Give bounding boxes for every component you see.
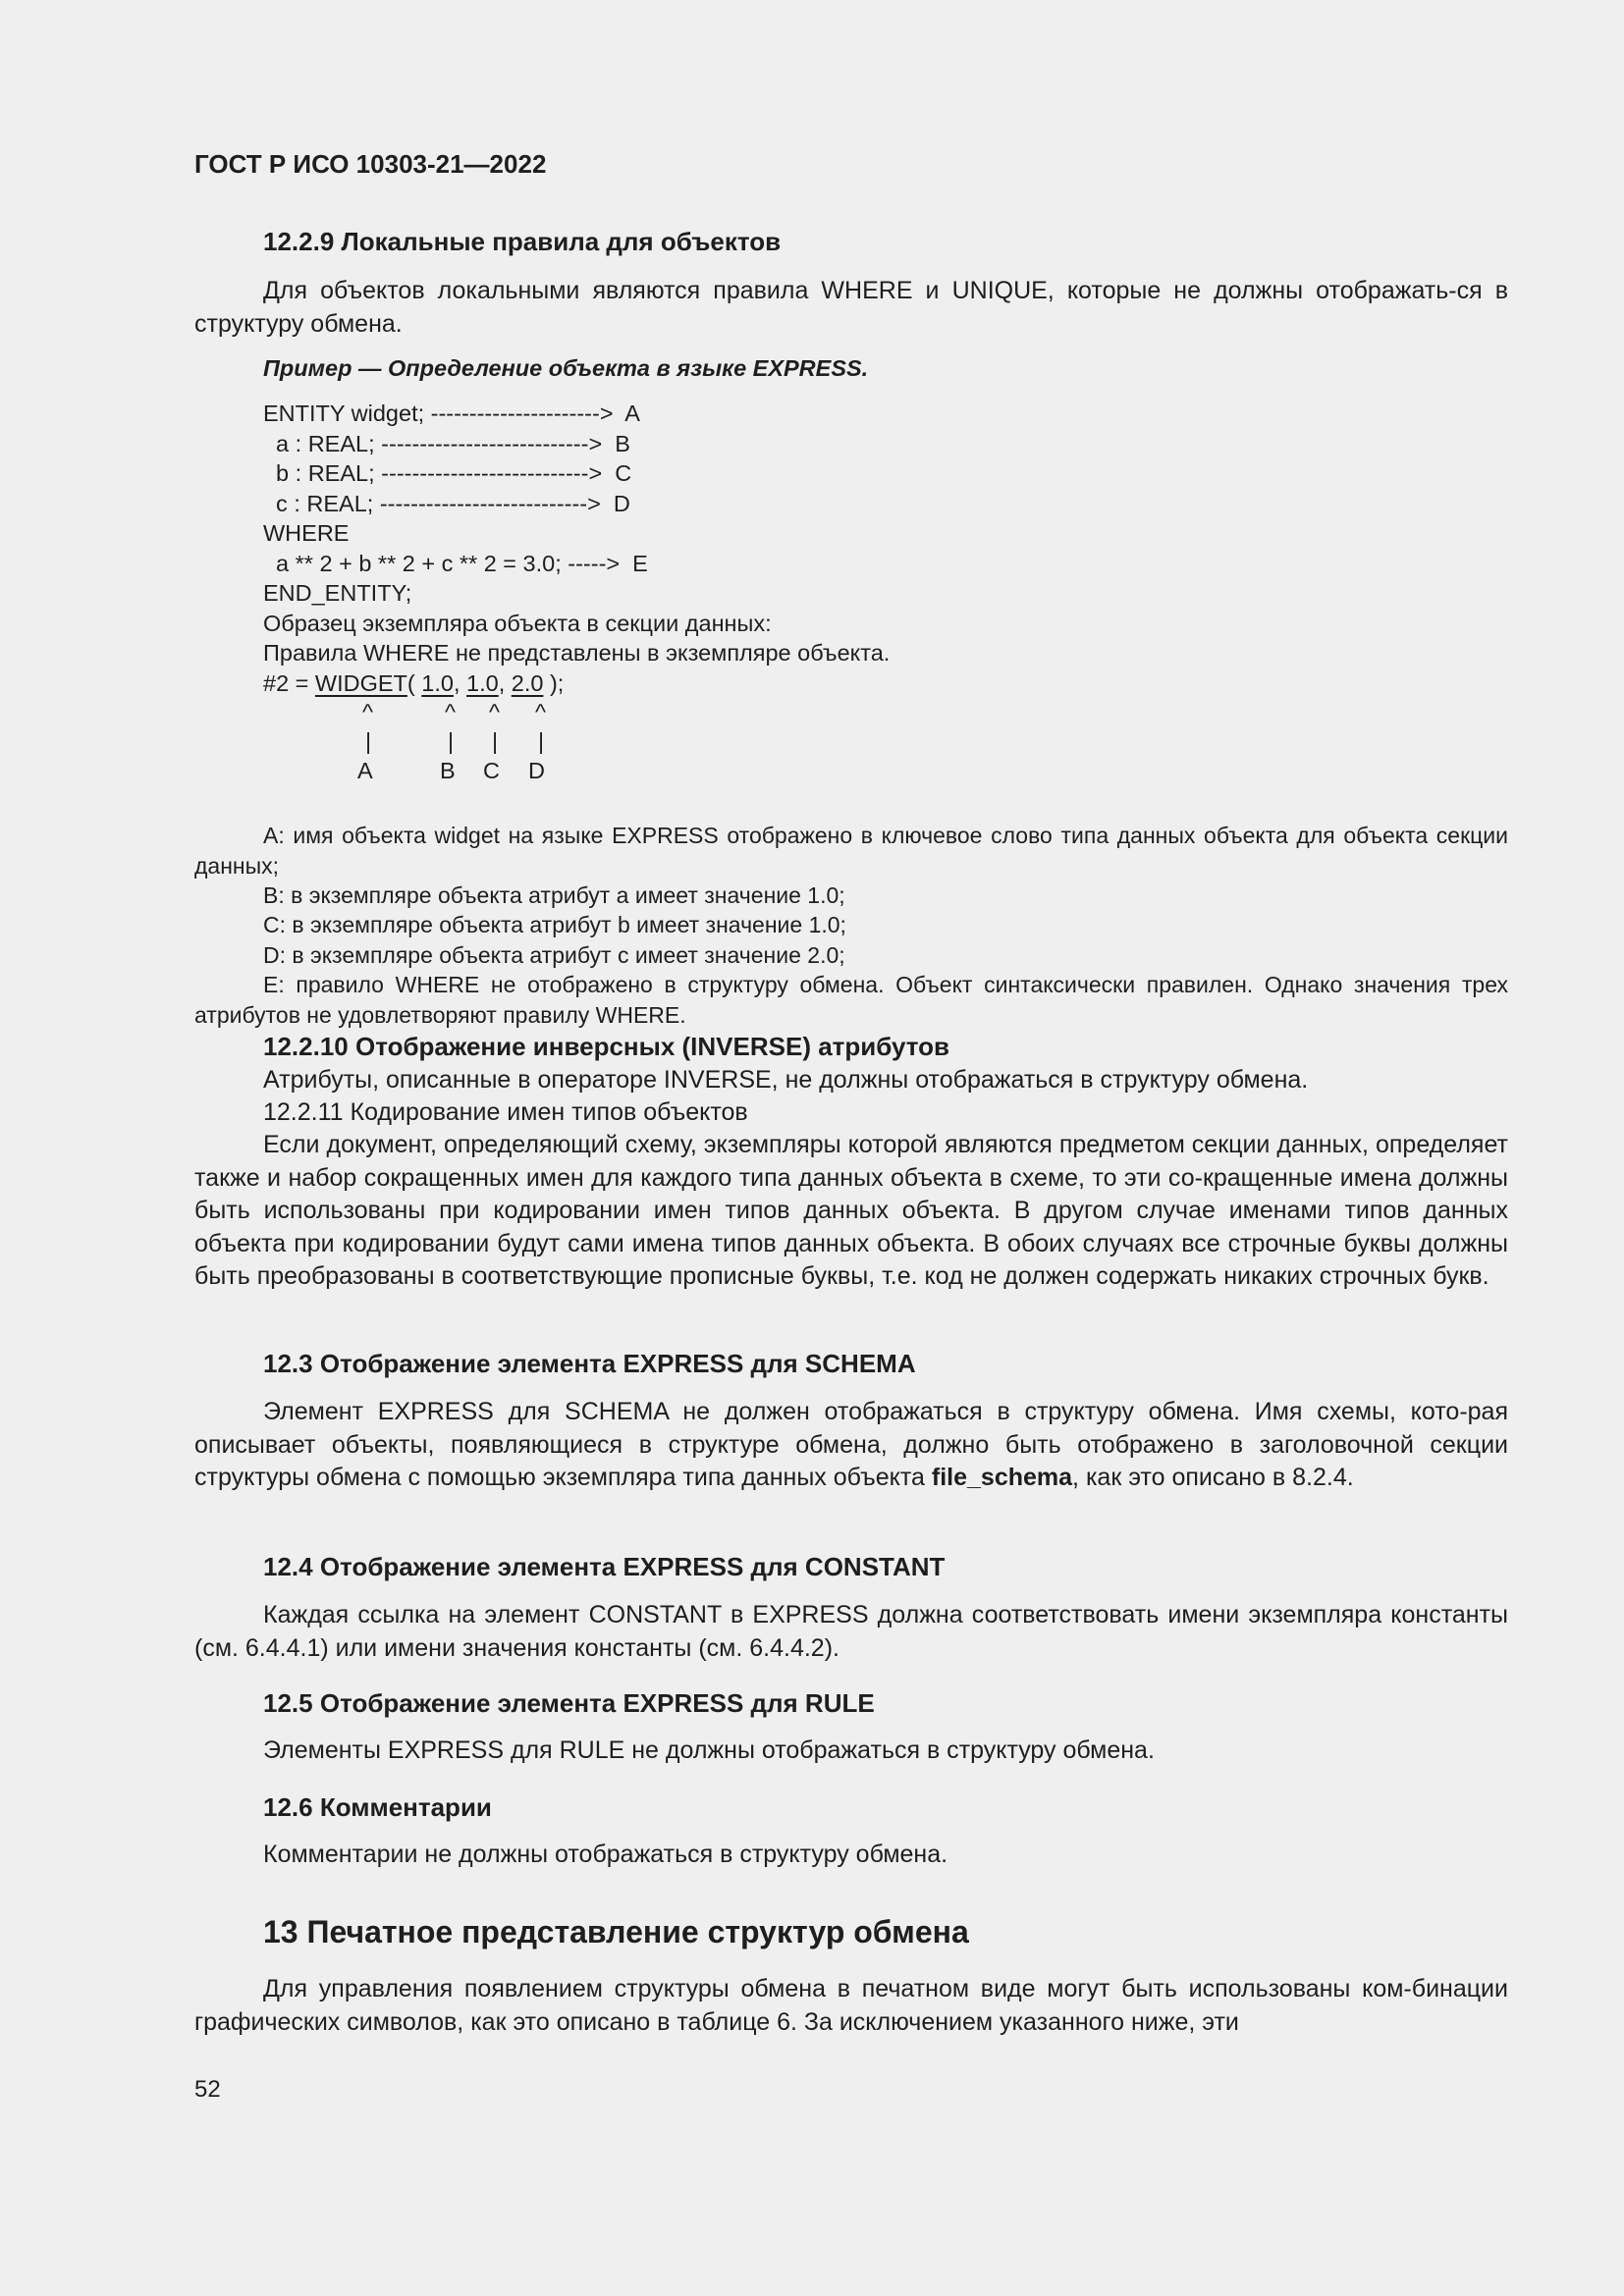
file-schema-term: file_schema [931, 1464, 1073, 1491]
caret-marker: ^ [445, 699, 457, 724]
paragraph-12-5: Элементы EXPRESS для RULE не должны отображаться в структуру обмена. [263, 1736, 1155, 1764]
document-header-title: ГОСТ Р ИСО 10303-21—2022 [194, 149, 547, 179]
example-title: Пример — Определение объекта в языке EXPRESS. [263, 355, 869, 381]
section-heading-12-3: 12.3 Отображение элемента EXPRESS для SCHEMA [263, 1349, 916, 1378]
instance-separator: , [498, 669, 512, 696]
instance-value-a: 1.0 [421, 669, 454, 696]
instance-line [263, 668, 890, 699]
example-note-d: D: в экземпляре объекта атрибут c имеет значение 2.0; [263, 942, 845, 968]
code-line: ENTITY widget; ----------------------> A [263, 400, 640, 426]
instance-close: ); [543, 669, 565, 696]
code-line: Образец экземпляра объекта в секции данных: [263, 610, 772, 636]
code-line: b : REAL; ---------------------------> C [263, 460, 632, 486]
paragraph-12-2-10: Атрибуты, описанные в операторе INVERSE, не должны отображаться в структуру обмена. [263, 1066, 1309, 1094]
caret-marker: ^ [362, 699, 374, 724]
instance-entity-name: WIDGET [314, 669, 407, 696]
instance-value-b: 1.0 [466, 669, 499, 696]
section-heading-12-2-11: 12.2.11 Кодирование имен типов объектов [263, 1098, 748, 1126]
code-line: c : REAL; ---------------------------> D [263, 490, 630, 516]
bar-marker: | [492, 728, 499, 754]
section-heading-12-5: 12.5 Отображение элемента EXPRESS для RULE [263, 1688, 875, 1718]
section-heading-12-2-9: 12.2.9 Локальные правила для объектов [263, 227, 782, 256]
paragraph-12-4: Каждая ссылка на элемент CONSTANT в EXPRESS должна соответствовать имени экземпляра константы (см. 6.4.4.1) или имени значения константы (см. 6.4.4.2). [194, 1601, 1508, 1662]
marker-label-a: A [357, 758, 373, 783]
bar-marker: | [365, 728, 372, 754]
example-note-b: B: в экземпляре объекта атрибут a имеет значение 1.0; [263, 882, 845, 908]
example-note-e: E: правило WHERE не отображено в структуру обмена. Объект синтаксически правилен. Однако значения трех атрибутов не удовлетворяют правилу WHERE. [194, 972, 1508, 1028]
paragraph-12-3-tail: , как это описано в 8.2.4. [1072, 1464, 1354, 1491]
page-number: 52 [194, 2076, 221, 2103]
code-line: END_ENTITY; [263, 580, 412, 606]
pointer-markers [0, 697, 1624, 795]
code-line: WHERE [263, 520, 350, 546]
marker-label-b: B [440, 758, 456, 783]
instance-open: ( [406, 669, 422, 696]
instance-prefix: #2 = [263, 669, 315, 696]
section-heading-12-6: 12.6 Комментарии [263, 1792, 492, 1822]
paragraph-13: Для управления появлением структуры обмена в печатном виде могут быть использованы ком-бинации графических символов, как это описано в таблице 6. За исключением указанного ниже, эти [194, 1975, 1508, 2036]
example-note-a: A: имя объекта widget на языке EXPRESS отображено в ключевое слово типа данных объекта для объекта секции данных; [194, 823, 1508, 879]
paragraph-12-2-9: Для объектов локальными являются правила WHERE и UNIQUE, которые не должны отображать-ся в структуру обмена. [194, 277, 1508, 338]
paragraph-12-6: Комментарии не должны отображаться в структуру обмена. [263, 1841, 948, 1868]
marker-label-c: C [483, 758, 500, 783]
code-line: a : REAL; ---------------------------> B [263, 430, 630, 456]
example-note-c: C: в экземпляре объекта атрибут b имеет значение 1.0; [263, 912, 846, 937]
paragraph-12-3 [194, 1396, 1508, 1495]
paragraph-12-2-11: Если документ, определяющий схему, экземпляры которой являются предметом секции данных, определяет также и набор сокращенных имен для каждого типа данных объекта в схеме, то эти со-кращенные имена должны быть использованы при кодировании имен типов данных объекта. В другом случае именами типов данных объекта при кодировании будут сами имена типов данных объекта. В обоих случаях все строчные буквы должны быть преобразованы в соответствующие прописные буквы, т.е. код не должен содержать никаких строчных букв. [194, 1131, 1508, 1290]
section-heading-13: 13 Печатное представление структур обмена [263, 1914, 969, 1949]
code-line: a ** 2 + b ** 2 + c ** 2 = 3.0; -----> E [263, 550, 648, 576]
caret-marker: ^ [489, 699, 501, 724]
bar-marker: | [538, 728, 545, 754]
bar-marker: | [448, 728, 455, 754]
section-heading-12-2-10: 12.2.10 Отображение инверсных (INVERSE) атрибутов [263, 1032, 950, 1061]
section-heading-12-4: 12.4 Отображение элемента EXPRESS для CONSTANT [263, 1552, 946, 1581]
instance-separator: , [453, 669, 467, 696]
instance-value-c: 2.0 [511, 669, 544, 696]
code-line: Правила WHERE не представлены в экземпляре объекта. [263, 640, 891, 666]
caret-marker: ^ [535, 699, 547, 724]
marker-label-d: D [528, 758, 545, 783]
example-code-block [263, 399, 890, 698]
paragraph-12-3-text: Элемент EXPRESS для SCHEMA не должен отображаться в структуру обмена. Имя схемы, кото-рая описывает объекты, появляющиеся в структуре обмена, должно быть отображено в заголовочной секции структуры обмена с помощью экземпляра типа данных объекта [194, 1398, 1508, 1491]
